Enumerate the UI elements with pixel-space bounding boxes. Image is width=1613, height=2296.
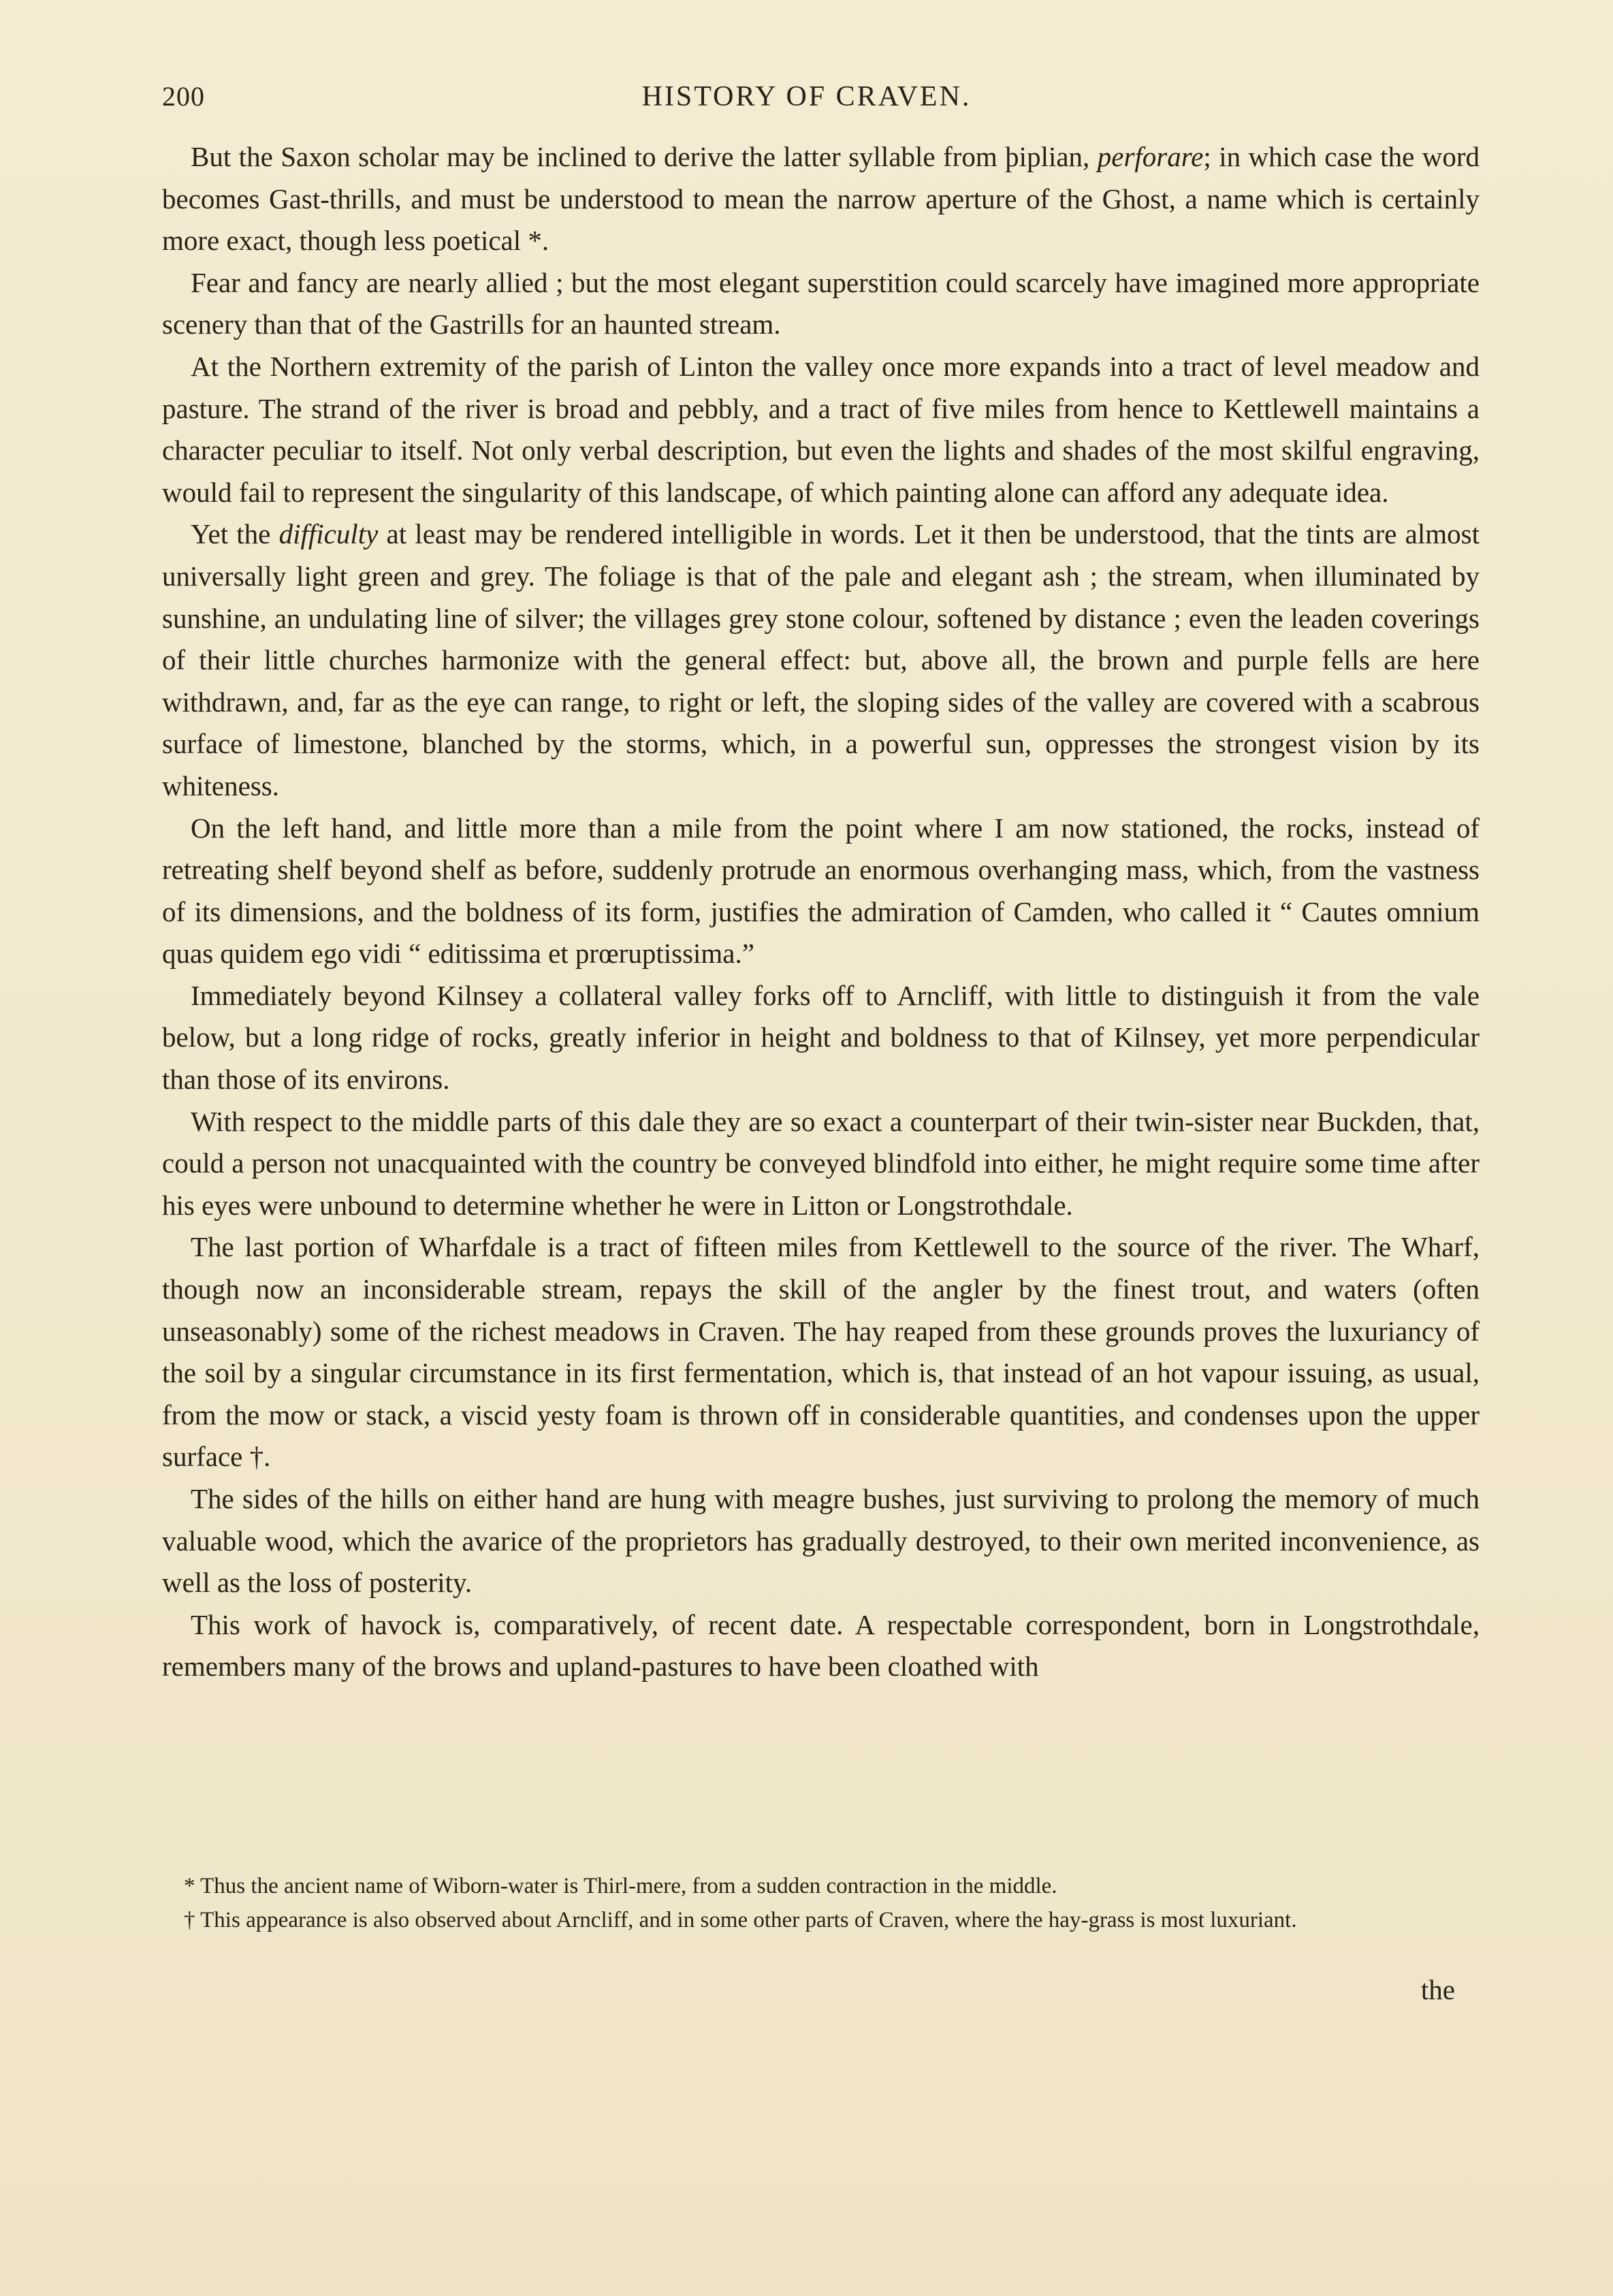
paragraph-5: On the left hand, and little more than a mile from the point where I am now stationed, the rocks, instead of retreating shelf beyond shelf as before, suddenly protrude an enormous overhanging mass, which, from the vastness of its dimensions, and the boldness of its form, justifies the admiration of Camden, who called it “ Cautes omnium quas quidem ego vidi “ editissima et prœruptissima.” — [162, 812, 1480, 970]
paragraph-1: But the Saxon scholar may be inclined to derive the latter syllable from þiplian, perforare; in which case the word becomes Gast-thrills, and must be understood to mean the narrow aperture of the Ghost, a name which is certainly more exact, though less poetical *. — [162, 141, 1480, 257]
footnote-asterisk: * Thus the ancient name of Wiborn-water is Thirl-mere, from a sudden contraction in the middle. — [184, 1874, 1057, 1898]
page-number: 200 — [162, 81, 205, 112]
paragraph-9: The sides of the hills on either hand are hung with meagre bushes, just surviving to prolong the memory of much valuable wood, which the avarice of the proprietors has gradually destroyed, to their own merited inconvenience, as well as the loss of posterity. — [162, 1483, 1480, 1599]
footnote-dagger: † This appearance is also observed about Arncliff, and in some other parts of Craven, where the hay-grass is most luxuriant. — [184, 1908, 1297, 1932]
paragraph-8: The last portion of Wharfdale is a tract of fifteen miles from Kettlewell to the source of the river. The Wharf, though now an inconsiderable stream, repays the skill of the angler by the finest trout, and waters (often unseasonably) some of the richest meadows in Craven. The hay reaped from these grounds proves the luxuriancy of the soil by a singular circumstance in its first fermentation, which is, that instead of an hot vapour issuing, as usual, from the mow or stack, a viscid yesty foam is thrown off in considerable quantities, and condenses upon the upper surface †. — [162, 1231, 1480, 1473]
paragraph-10: This work of havock is, comparatively, of recent date. A respectable correspondent, born in Longstrothdale, remembers many of the brows and upland-pastures to have been cloathed with — [162, 1608, 1480, 1683]
running-head: HISTORY OF CRAVEN. — [641, 81, 972, 112]
italic-perforare: perforare — [1097, 141, 1204, 172]
italic-difficulty: difficulty — [278, 518, 379, 550]
footnotes — [162, 1870, 1480, 1939]
paragraph-6: Immediately beyond Kilnsey a collateral valley forks off to Arncliff, with little to distinguish it from the vale below, but a long ridge of rocks, greatly inferior in height and boldness to that of Kilnsey, yet more perpendicular than those of its environs. — [162, 979, 1480, 1096]
paragraph-4: Yet the difficulty at least may be rendered intelligible in words. Let it then be understood, that the tints are almost universally light green and grey. The foliage is that of the pale and elegant ash ; the stream, when illuminated by sunshine, an undulating line of silver; the villages grey stone colour, softened by distance ; even the leaden coverings of their little churches harmonize with the general effect: but, above all, the brown and purple fells are here withdrawn, and, far as the eye can range, to right or left, the sloping sides of the valley are covered with a scabrous surface of limestone, blanched by the storms, which, in a powerful sun, oppresses the strongest vision by its whiteness. — [162, 518, 1480, 801]
page-header — [162, 80, 1451, 121]
catchword: the — [1420, 1974, 1455, 2005]
body-text — [162, 136, 1480, 1688]
paragraph-2: Fear and fancy are nearly allied ; but the most elegant superstition could scarcely have imagined more appropriate scenery than that of the Gastrills for an haunted stream. — [162, 266, 1480, 340]
paragraph-7: With respect to the middle parts of this dale they are so exact a counterpart of their twin-sister near Buckden, that, could a person not unacquainted with the country be conveyed blindfold into either, he might require some time after his eyes were unbound to determine whether he were in Litton or Longstrothdale. — [162, 1105, 1480, 1221]
paragraph-3: At the Northern extremity of the parish of Linton the valley once more expands into a tract of level meadow and pasture. The strand of the river is broad and pebbly, and a tract of five miles from hence to Kettlewell maintains a character peculiar to itself. Not only verbal description, but even the lights and shades of the most skilful engraving, would fail to represent the singularity of this landscape, of which painting alone can afford any adequate idea. — [162, 350, 1480, 508]
